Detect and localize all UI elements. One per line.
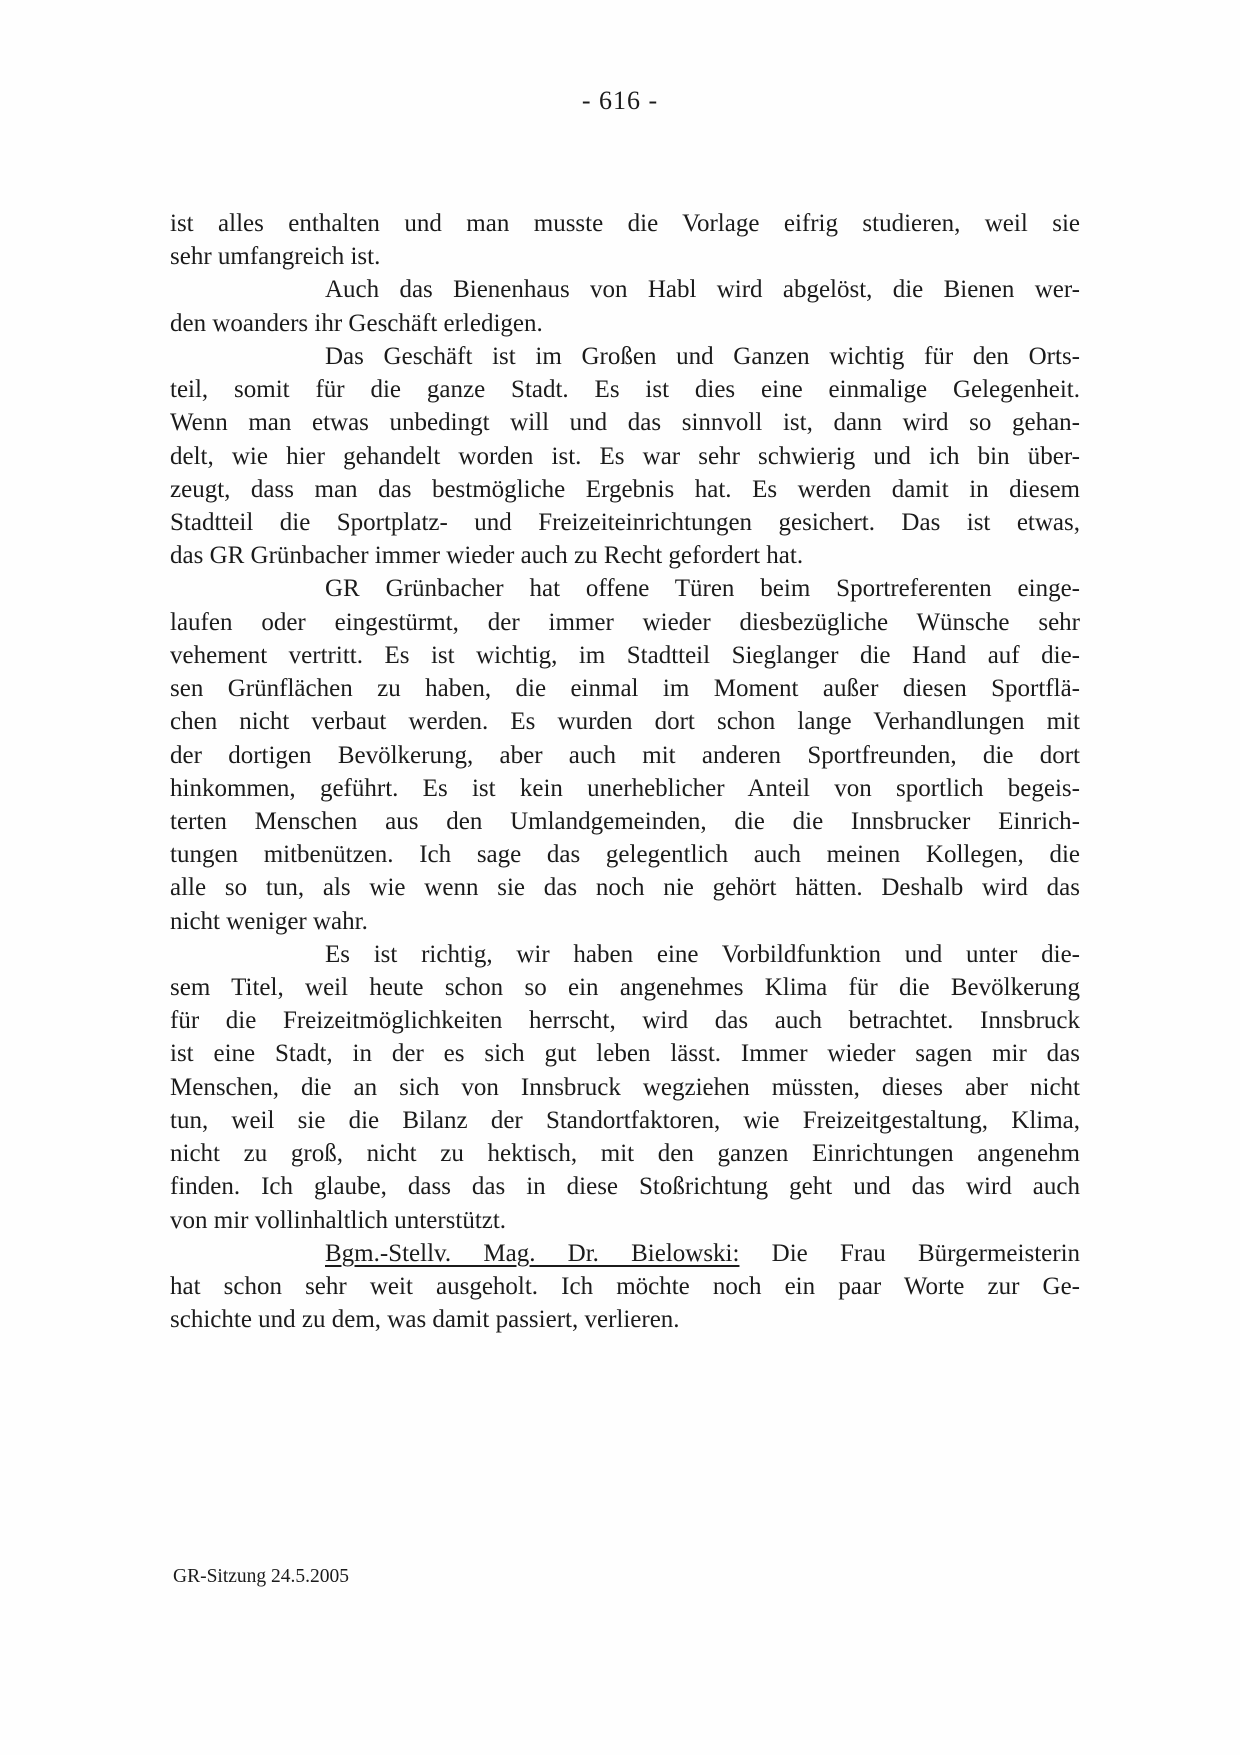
footer-session-label: GR-Sitzung 24.5.2005 xyxy=(173,1566,350,1587)
text-line: zeugt, dass man das bestmögliche Ergebnis hat. Es werden damit in diesem xyxy=(170,475,1080,503)
page-number: - 616 - xyxy=(581,86,659,115)
text-line: Es ist richtig, wir haben eine Vorbildfunktion und unter die- xyxy=(325,940,1080,968)
text-line: Stadtteil die Sportplatz- und Freizeiteinrichtungen gesichert. Das ist etwas, xyxy=(170,508,1080,536)
text-line: Wenn man etwas unbedingt will und das sinnvoll ist, dann wird so gehan- xyxy=(170,409,1080,437)
text-line: hinkommen, geführt. Es ist kein unerheblicher Anteil von sportlich begeis- xyxy=(170,774,1080,802)
text-line: Auch das Bienenhaus von Habl wird abgelöst, die Bienen wer- xyxy=(325,276,1080,304)
text-line: ist alles enthalten und man musste die Vorlage eifrig studieren, weil sie xyxy=(170,210,1080,237)
text-line: Menschen, die an sich von Innsbruck wegziehen müssten, dieses aber nicht xyxy=(170,1073,1080,1101)
text-line: den woanders ihr Geschäft erledigen. xyxy=(170,309,543,337)
text-line: nicht weniger wahr. xyxy=(170,907,368,935)
text-line: tun, weil sie die Bilanz der Standortfaktoren, wie Freizeitgestaltung, Klima, xyxy=(170,1106,1080,1134)
text-line: alle so tun, als wie wenn sie das noch nie gehört hätten. Deshalb wird das xyxy=(170,874,1080,902)
text-line: terten Menschen aus den Umlandgemeinden, die die Innsbrucker Einrich- xyxy=(170,807,1080,835)
text-line: hat schon sehr weit ausgeholt. Ich möchte noch ein paar Worte zur Ge- xyxy=(170,1273,1080,1300)
text-line: delt, wie hier gehandelt worden ist. Es war sehr schwierig und ich bin über- xyxy=(170,442,1080,470)
text-line: GR Grünbacher hat offene Türen beim Sportreferenten einge- xyxy=(325,575,1080,603)
text-line: das GR Grünbacher immer wieder auch zu Recht gefordert hat. xyxy=(170,542,804,570)
text-line: von mir vollinhaltlich unterstützt. xyxy=(170,1206,507,1234)
text-line: finden. Ich glaube, dass das in diese Stoßrichtung geht und das wird auch xyxy=(170,1173,1080,1201)
text-line: chen nicht verbaut werden. Es wurden dort schon lange Verhandlungen mit xyxy=(170,708,1080,736)
text-line: nicht zu groß, nicht zu hektisch, mit den ganzen Einrichtungen angenehm xyxy=(170,1140,1080,1168)
text-line: ist eine Stadt, in der es sich gut leben lässt. Immer wieder sagen mir das xyxy=(170,1040,1080,1068)
text-line: laufen oder eingestürmt, der immer wieder diesbezügliche Wünsche sehr xyxy=(170,608,1080,636)
text-line: für die Freizeitmöglichkeiten herrscht, wird das auch betrachtet. Innsbruck xyxy=(170,1007,1080,1035)
text-line: sehr umfangreich ist. xyxy=(170,243,381,271)
speaker-name: Bgm.-Stellv. Mag. Dr. Bielowski: xyxy=(325,1239,740,1267)
text-line: teil, somit für die ganze Stadt. Es ist dies eine einmalige Gelegenheit. xyxy=(170,376,1080,404)
text-line: sem Titel, weil heute schon so ein angenehmes Klima für die Bevölkerung xyxy=(170,974,1080,1002)
speaker-line-text: Die Frau Bürgermeisterin xyxy=(771,1239,1080,1267)
text-line: tungen mitbenützen. Ich sage das gelegentlich auch meinen Kollegen, die xyxy=(170,841,1080,869)
text-line: schichte und zu dem, was damit passiert, verlieren. xyxy=(170,1306,680,1334)
speaker-line xyxy=(170,1237,1080,1270)
text-line: vehement vertritt. Es ist wichtig, im Stadtteil Sieglanger die Hand auf die- xyxy=(170,641,1080,669)
text-line: Das Geschäft ist im Großen und Ganzen wichtig für den Orts- xyxy=(325,342,1080,370)
text-body xyxy=(170,207,1080,1336)
text-line: sen Grünflächen zu haben, die einmal im Moment außer diesen Sportflä- xyxy=(170,675,1080,703)
text-line: der dortigen Bevölkerung, aber auch mit anderen Sportfreunden, die dort xyxy=(170,741,1080,769)
